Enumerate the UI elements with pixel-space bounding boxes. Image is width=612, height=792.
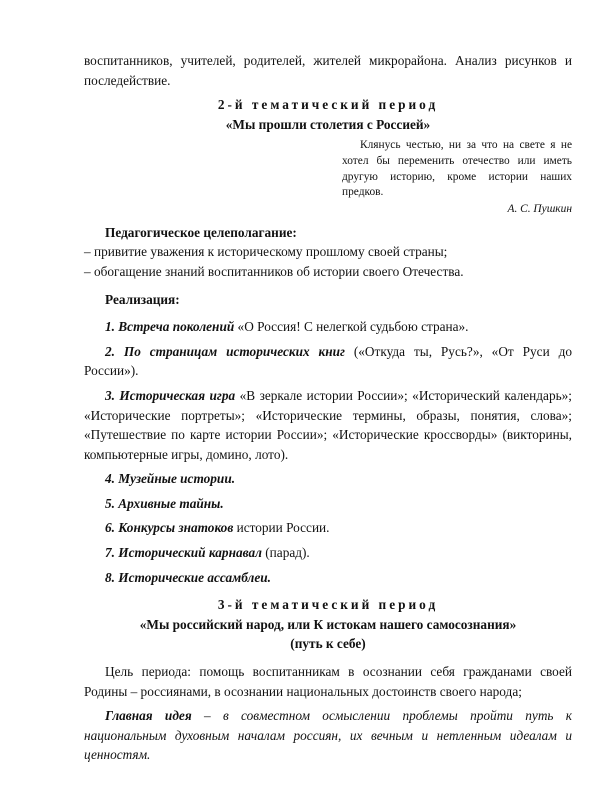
document-body [84, 51, 572, 765]
item-label: 6. Конкурсы знатоков [105, 520, 234, 536]
epigraph-quote: Клянусь честью, ни за что на свете я не хотел бы переменить отечество или иметь другую историю, кроме истории наших предков. [342, 139, 572, 199]
realization-item-7 [84, 543, 572, 563]
period-3-main-idea [84, 706, 572, 765]
realization-item-3 [84, 386, 572, 464]
intro-paragraph-tail: воспитанников, учителей, родителей, жителей микрорайона. Анализ рисунков и последействие. [84, 53, 572, 88]
period-3-heading: 3-й тематический период [217, 597, 439, 613]
item-text: истории России. [233, 520, 330, 536]
item-text: («Откуда ты, Русь?», «От Руси до России»). [84, 343, 572, 379]
realization-item-6 [84, 518, 572, 538]
realization-item-4 [84, 469, 572, 489]
realization-heading: Реализация: [105, 291, 180, 307]
item-label: 5. Архивные тайны. [105, 495, 224, 511]
realization-item-2 [84, 342, 572, 381]
main-idea-text: – в совместном осмыслении проблемы пройти путь к национальным духовным началам россиян, их вечным и нетленным идеалам и ценностям. [84, 708, 573, 763]
period-3-subtitle: (путь к себе) [290, 636, 366, 652]
realization-item-1 [84, 317, 572, 337]
main-idea-label: Главная идея [105, 708, 192, 724]
item-label: 1. Встреча поколений [105, 319, 235, 335]
item-label: 3. Историческая игра [105, 387, 236, 403]
period-2-heading: 2-й тематический период [217, 97, 439, 113]
goals-heading: Педагогическое целеполагание: [105, 224, 297, 240]
goal-item-1: – привитие уважения к историческому прошлому своей страны; [84, 244, 448, 260]
period-3-goal: Цель периода: помощь воспитанникам в осознании себя гражданами своей Родины – россиянами, в осознании национальных достоинств своего народа; [84, 664, 572, 699]
item-text: «В зеркале истории России»; «Исторический календарь»; «Исторические портреты»; «Исторические термины, образы, понятия, слова»; «Путешествие по карте истории России»; «Исторические кроссворды» (викторины, компьютерные игры, домино, лото). [84, 387, 572, 462]
goal-item-2: – обогащение знаний воспитанников об истории своего Отечества. [84, 263, 464, 279]
realization-item-8 [84, 568, 572, 588]
item-label: 2. По страницам исторических книг [105, 343, 345, 359]
epigraph-author: А. С. Пушкин [507, 202, 572, 215]
item-label: 8. Исторические ассамблеи. [105, 569, 271, 585]
item-label: 7. Исторический карнавал [105, 545, 262, 561]
item-text: «О Россия! С нелегкой судьбою страна». [234, 319, 469, 335]
period-3-title: «Мы российский народ, или К истокам нашего самосознания» [139, 616, 517, 632]
realization-item-5 [84, 494, 572, 514]
period-2-title: «Мы прошли столетия с Россией» [225, 116, 431, 132]
item-label: 4. Музейные истории. [105, 471, 236, 487]
item-text: (парад). [261, 545, 310, 561]
